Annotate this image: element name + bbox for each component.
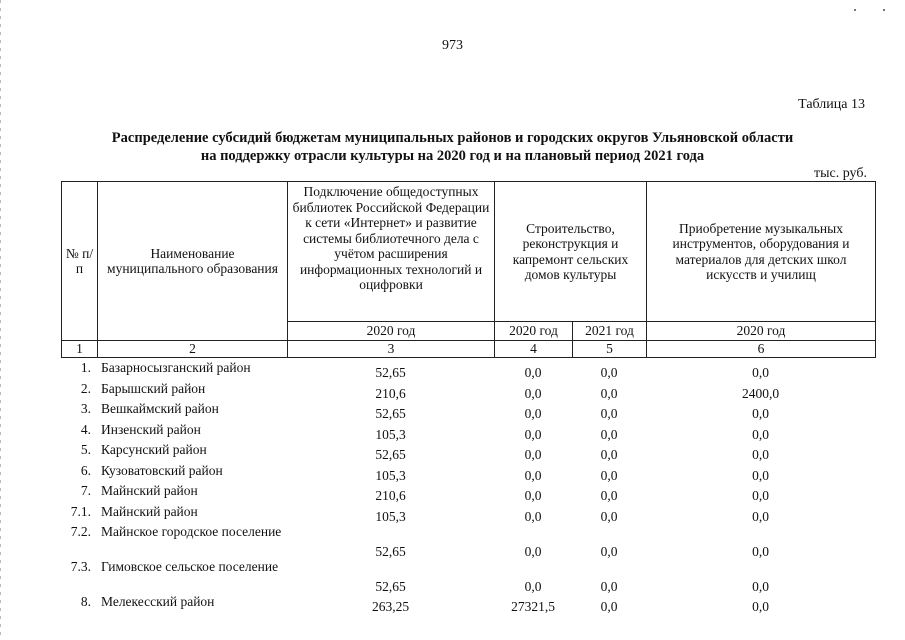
title-line-1: Распределение субсидий бюджетам муниципальных районов и городских округов Ульяновской области [111,130,794,146]
row-value-instruments: 0,0 [752,543,769,559]
row-name: Майнский район [101,503,198,519]
row-number: 6. [80,462,91,478]
row-value-internet: 105,3 [375,467,406,483]
header-year-construction-2020: 2020 год [495,322,573,341]
table-row [61,504,875,525]
row-value-instruments: 0,0 [752,488,769,503]
row-name: Майнское городское поселение [101,524,282,539]
row-value-internet: 52,65 [375,406,406,421]
document-title [60,129,845,165]
row-value-construction-2020: 0,0 [524,426,542,442]
row-value-instruments: 0,0 [752,447,769,462]
row-value-construction-2021: 0,0 [600,426,618,442]
table-row [61,422,875,443]
row-number: 8. [80,594,91,609]
table-rows [61,360,875,615]
scan-margin-line [0,0,1,640]
row-value-construction-2021: 0,0 [600,578,618,594]
row-name: Кузоватовский район [101,462,223,478]
row-value-internet: 105,3 [375,426,406,442]
row-value-construction-2021: 0,0 [600,447,618,462]
header-year-instruments: 2020 год [647,322,876,341]
header-instruments: Приобретение музыкальных инструментов, оборудования и материалов для детских школ искусств и училищ [647,182,876,322]
row-value-instruments: 0,0 [752,426,769,442]
row-value-instruments: 0,0 [752,508,769,524]
page-number: 973 [442,38,463,53]
row-value-construction-2021: 0,0 [600,508,618,524]
header-construction: Строительство, реконструкция и капремонт сельских домов культуры [495,182,647,322]
row-value-construction-2020: 0,0 [524,365,542,380]
row-value-construction-2020: 0,0 [524,578,542,594]
row-value-construction-2021: 0,0 [600,365,618,380]
table-header [61,181,876,358]
row-number: 3. [80,401,91,416]
row-value-construction-2020: 0,0 [524,508,542,524]
row-value-construction-2021: 0,0 [600,406,618,421]
row-value-construction-2020: 0,0 [524,488,542,503]
row-value-construction-2020: 0,0 [524,543,542,559]
column-index: 3 [288,341,495,358]
row-value-construction-2021: 0,0 [600,488,618,503]
row-value-construction-2020: 27321,5 [511,599,555,614]
row-value-internet: 210,6 [375,488,406,503]
column-index: 1 [62,341,98,358]
table-body [61,360,875,615]
table-row [61,381,875,402]
row-name: Барышский район [101,380,206,396]
header-internet: Подключение общедоступных библиотек Российской Федерации к сети «Интернет» и развитие системы библиотечного дела с учётом расширения информационных технологий и оцифровки [288,182,495,322]
row-value-instruments: 0,0 [752,578,769,594]
row-number: 7.1. [70,503,91,519]
column-index: 6 [647,341,876,358]
row-number: 7. [80,483,91,498]
row-value-construction-2021: 0,0 [600,385,618,401]
table-row [61,463,875,484]
row-value-instruments: 0,0 [752,599,769,614]
row-number: 1. [80,360,91,375]
column-index: 2 [98,341,288,358]
table-row [61,594,875,615]
row-value-construction-2020: 0,0 [524,467,542,483]
scan-speck [883,9,885,11]
row-name: Базарносызганский район [101,360,251,375]
row-number: 7.2. [70,524,91,539]
row-value-internet: 52,65 [375,578,406,594]
row-value-internet: 52,65 [375,447,406,462]
row-name: Гимовское сельское поселение [101,559,279,574]
row-value-construction-2020: 0,0 [524,447,542,462]
row-number: 2. [80,380,91,396]
table-row [61,524,875,559]
row-name: Инзенский район [101,421,201,437]
row-name: Карсунский район [101,442,207,457]
row-value-construction-2021: 0,0 [600,467,618,483]
row-number: 4. [80,421,91,437]
table-row [61,401,875,422]
row-value-internet: 263,25 [371,599,410,614]
column-index: 5 [573,341,647,358]
scan-speck [854,9,856,11]
row-name: Вешкаймский район [101,401,219,416]
row-value-construction-2020: 0,0 [524,385,542,401]
table-row [61,559,875,594]
row-value-internet: 210,6 [375,385,406,401]
row-value-instruments: 0,0 [752,406,769,421]
title-line-2: на поддержку отрасли культуры на 2020 год и на плановый период 2021 года [200,148,705,164]
row-number: 5. [80,442,91,457]
header-year-internet: 2020 год [288,322,495,341]
units-label: тыс. руб. [814,166,867,181]
row-value-construction-2020: 0,0 [524,406,542,421]
header-number: № п/п [62,182,98,341]
table-row [61,483,875,504]
row-name: Майнский район [101,483,198,498]
row-number: 7.3. [70,559,91,574]
row-value-instruments: 0,0 [752,365,769,380]
row-value-internet: 52,65 [375,543,406,559]
header-name: Наименование муниципального образования [98,182,288,341]
column-index: 4 [495,341,573,358]
row-name: Мелекесский район [101,594,215,609]
table-row [61,442,875,463]
row-value-instruments: 0,0 [752,467,769,483]
row-value-instruments: 2400,0 [741,385,780,401]
row-value-internet: 52,65 [375,365,406,380]
row-value-construction-2021: 0,0 [600,599,618,614]
row-value-internet: 105,3 [375,508,406,524]
table-row [61,360,875,381]
table-label: Таблица 13 [798,97,865,112]
row-value-construction-2021: 0,0 [600,543,618,559]
header-year-construction-2021: 2021 год [573,322,647,341]
